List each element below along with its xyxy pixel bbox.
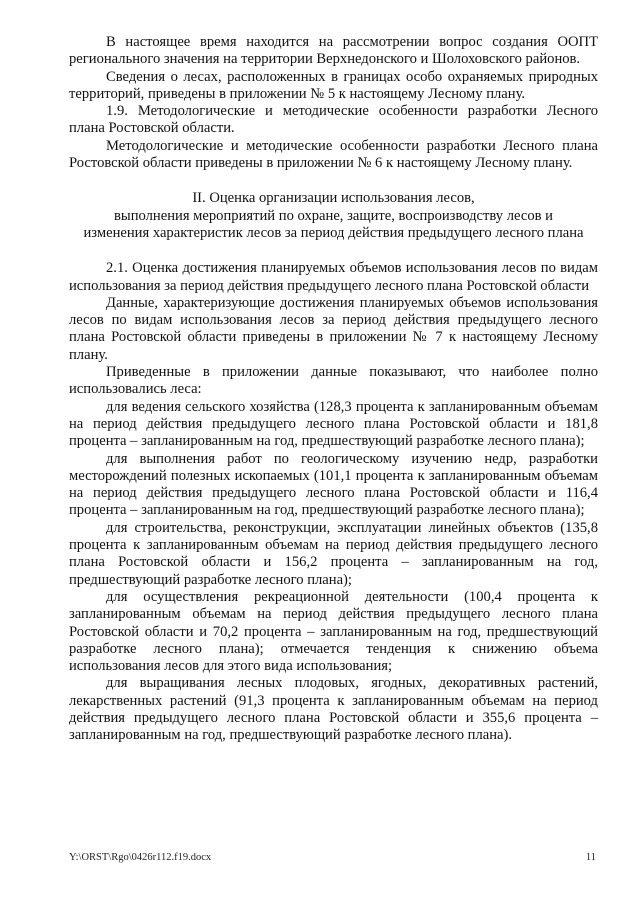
list-item-plants: для выращивания лесных плодовых, ягодных, декоративных растений, лекарственных растений (91,3 процента к запланированным объемам на период действия предыдущего лесного плана Ростовской области и 355,6 процента – запланированным на год, предшествующий разработке лесного плана). [69,675,598,744]
list-item-agriculture: для ведения сельского хозяйства (128,3 процента к запланированным объемам на период действия предыдущего лесного плана Ростовской области и 181,8 процента – запланированным на год, предшествующий разработке лесного плана); [69,398,598,450]
paragraph-intro-list: Приведенные в приложении данные показывают, что наиболее полно использовались леса: [69,364,598,398]
section-ii-heading-line3: изменения характеристик лесов за период действия предыдущего лесного плана [83,224,584,241]
list-item-recreation: для осуществления рекреационной деятельности (100,4 процента к запланированным объемам на период действия предыдущего лесного плана Ростовской области и 70,2 процента – запланированным на год, предшествующий разработке лесного плана); отмечается тенденция к снижению объема использования лесов для этого вида использования; [69,588,598,675]
list-item-linear-objects: для строительства, реконструкции, эксплуатации линейных объектов (135,8 процента к запланированным объемам на период действия предыдущего лесного плана Ростовской области и 156,2 процента – запланированным на год, предшествующий разработке лесного плана); [69,519,598,588]
paragraph-2-1-heading: 2.1. Оценка достижения планируемых объемов использования лесов по видам использования за период действия предыдущего лесного плана Ростовской области [69,260,598,294]
paragraph-appendix-7: Данные, характеризующие достижения планируемых объемов использования лесов по видам использования лесов за период действия предыдущего лесного плана Ростовской области приведены в приложении № 7 к настоящему Лесному плану. [69,294,598,363]
footer-page-number: 11 [585,852,596,863]
section-ii-heading [69,190,598,242]
paragraph-oopt-creation: В настоящее время находится на рассмотрении вопрос создания ООПТ регионального значения на территории Верхнедонского и Шолоховского районов. [69,34,598,68]
paragraph-protected-areas: Сведения о лесах, расположенных в границах особо охраняемых природных территорий, приведены в приложении № 5 к настоящему Лесному плану. [69,68,598,102]
page-footer [69,852,596,863]
paragraph-methodology: Методологические и методические особенности разработки Лесного плана Ростовской области приведены в приложении № 6 к настоящему Лесному плану. [69,137,598,172]
list-item-geology: для выполнения работ по геологическому изучению недр, разработки месторождений полезных ископаемых (101,1 процента к запланированным объемам на период действия предыдущего лесного плана Ростовской области и 116,4 процента – запланированным на год, предшествующий разработке лесного плана); [69,450,598,519]
footer-file-path: Y:\ORST\Rgo\0426r112.f19.docx [69,852,212,863]
section-ii-heading-line2: выполнения мероприятий по охране, защите, воспроизводству лесов и [114,207,553,224]
paragraph-1-9-heading: 1.9. Методологические и методические особенности разработки Лесного плана Ростовской области. [69,103,598,137]
section-ii-heading-line1: II. Оценка организации использования лесов, [192,190,475,207]
